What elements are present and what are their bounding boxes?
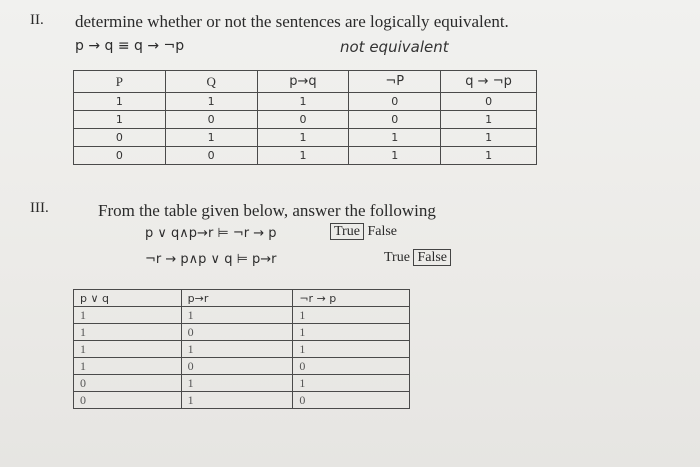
section-iii-numeral: III. xyxy=(30,200,49,216)
table-cell: 1 xyxy=(74,358,182,375)
header-not-p: ¬P xyxy=(349,71,441,93)
statement-2: ¬r → p∧p ∨ q ⊨ p→r xyxy=(145,252,277,267)
table-cell: 1 xyxy=(293,307,410,324)
table-cell: 0 xyxy=(74,147,166,165)
table-cell: 1 xyxy=(441,147,537,165)
s1-true-circled: True xyxy=(330,223,364,240)
table-cell: 0 xyxy=(441,93,537,111)
header-p-or-q: p ∨ q xyxy=(74,290,182,307)
statement-1-answer xyxy=(330,224,397,240)
table-cell: 1 xyxy=(349,147,441,165)
table-cell: 1 xyxy=(441,111,537,129)
table-cell: 0 xyxy=(165,111,257,129)
statement-2-answer xyxy=(384,250,451,266)
s2-true: True xyxy=(384,250,410,265)
table-cell: 0 xyxy=(257,111,349,129)
table-cell: 1 xyxy=(181,341,293,358)
handwritten-answer: not equivalent xyxy=(340,38,449,56)
table-cell: 0 xyxy=(181,324,293,341)
table-row xyxy=(74,341,410,358)
table-cell: 1 xyxy=(293,341,410,358)
section-iii-instruction: From the table given below, answer the following xyxy=(98,201,436,220)
table-cell: 1 xyxy=(441,129,537,147)
header-q: Q xyxy=(165,71,257,93)
table-cell: 0 xyxy=(293,358,410,375)
table-row xyxy=(74,358,410,375)
table-cell: 1 xyxy=(293,324,410,341)
header-p-implies-q: p→q xyxy=(257,71,349,93)
table-cell: 0 xyxy=(181,358,293,375)
table-cell: 0 xyxy=(74,129,166,147)
truth-table-ii xyxy=(73,70,537,165)
table-row xyxy=(74,129,537,147)
table-cell: 0 xyxy=(74,375,182,392)
table-cell: 0 xyxy=(74,392,182,409)
table-cell: 1 xyxy=(74,307,182,324)
table-cell: 0 xyxy=(349,111,441,129)
s1-false: False xyxy=(367,224,397,239)
table-header-row xyxy=(74,71,537,93)
table-cell: 1 xyxy=(165,93,257,111)
table-cell: 1 xyxy=(293,375,410,392)
table-row xyxy=(74,147,537,165)
s2-false-circled: False xyxy=(413,249,451,266)
table-cell: 1 xyxy=(181,307,293,324)
table-cell: 1 xyxy=(257,147,349,165)
table-cell: 1 xyxy=(165,129,257,147)
table-row xyxy=(74,324,410,341)
table-cell: 0 xyxy=(293,392,410,409)
header-p: P xyxy=(74,71,166,93)
table-row xyxy=(74,93,537,111)
section-ii-instruction: determine whether or not the sentences are logically equivalent. xyxy=(75,12,509,31)
table-cell: 1 xyxy=(181,392,293,409)
table-cell: 0 xyxy=(349,93,441,111)
table-cell: 1 xyxy=(74,324,182,341)
table-cell: 1 xyxy=(74,111,166,129)
table-row xyxy=(74,375,410,392)
header-p-implies-r: p→r xyxy=(181,290,293,307)
section-ii-numeral: II. xyxy=(30,12,44,28)
table-cell: 1 xyxy=(349,129,441,147)
statement-1: p ∨ q∧p→r ⊨ ¬r → p xyxy=(145,226,277,241)
equivalence-formula: p → q ≡ q → ¬p xyxy=(75,38,185,54)
header-q-implies-not-p: q → ¬p xyxy=(441,71,537,93)
table-header-row xyxy=(74,290,410,307)
table-cell: 1 xyxy=(181,375,293,392)
table-cell: 0 xyxy=(165,147,257,165)
table-row xyxy=(74,392,410,409)
table-row xyxy=(74,307,410,324)
table-cell: 1 xyxy=(257,93,349,111)
truth-table-iii xyxy=(73,289,410,409)
header-not-r-implies-p: ¬r → p xyxy=(293,290,410,307)
table-cell: 1 xyxy=(74,93,166,111)
table-cell: 1 xyxy=(74,341,182,358)
table-row xyxy=(74,111,537,129)
table-cell: 1 xyxy=(257,129,349,147)
